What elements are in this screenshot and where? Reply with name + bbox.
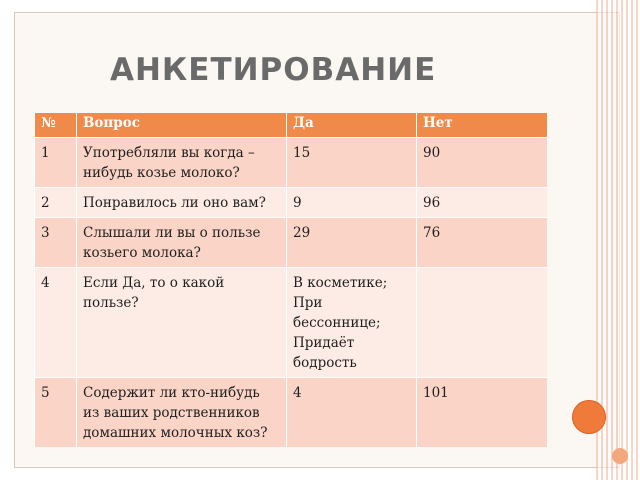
row-question: Понравилось ли оно вам? [77, 188, 287, 218]
row-number: 4 [35, 268, 77, 378]
row-no: 96 [417, 188, 547, 218]
row-no: 76 [417, 218, 547, 268]
table-header-row [35, 113, 547, 138]
row-question: Содержит ли кто-нибудь из ваших родственников домашних молочных коз? [77, 378, 287, 448]
row-no: 90 [417, 138, 547, 188]
row-number: 3 [35, 218, 77, 268]
header-number: № [35, 113, 77, 138]
row-yes: 29 [287, 218, 417, 268]
row-no [417, 268, 547, 378]
row-question: Если Да, то о какой пользе? [77, 268, 287, 378]
row-question: Слышали ли вы о пользе козьего молока? [77, 218, 287, 268]
row-number: 2 [35, 188, 77, 218]
slide-title: АНКЕТИРОВАНИЕ [110, 52, 437, 88]
row-number: 5 [35, 378, 77, 448]
table-row [35, 138, 547, 188]
header-no: Нет [417, 113, 547, 138]
table-row [35, 218, 547, 268]
header-yes: Да [287, 113, 417, 138]
header-question: Вопрос [77, 113, 287, 138]
table-row [35, 268, 547, 378]
row-number: 1 [35, 138, 77, 188]
table-row [35, 188, 547, 218]
row-yes: 15 [287, 138, 417, 188]
table-row [35, 378, 547, 448]
row-question: Употребляли вы когда – нибудь козье молоко? [77, 138, 287, 188]
decorative-circle [572, 400, 606, 434]
row-yes: 4 [287, 378, 417, 448]
row-yes: 9 [287, 188, 417, 218]
row-no: 101 [417, 378, 547, 448]
decorative-circle-small [612, 448, 628, 464]
row-yes: В косметике; При бессоннице; Придаёт бодрость [287, 268, 417, 378]
survey-table [34, 113, 547, 447]
